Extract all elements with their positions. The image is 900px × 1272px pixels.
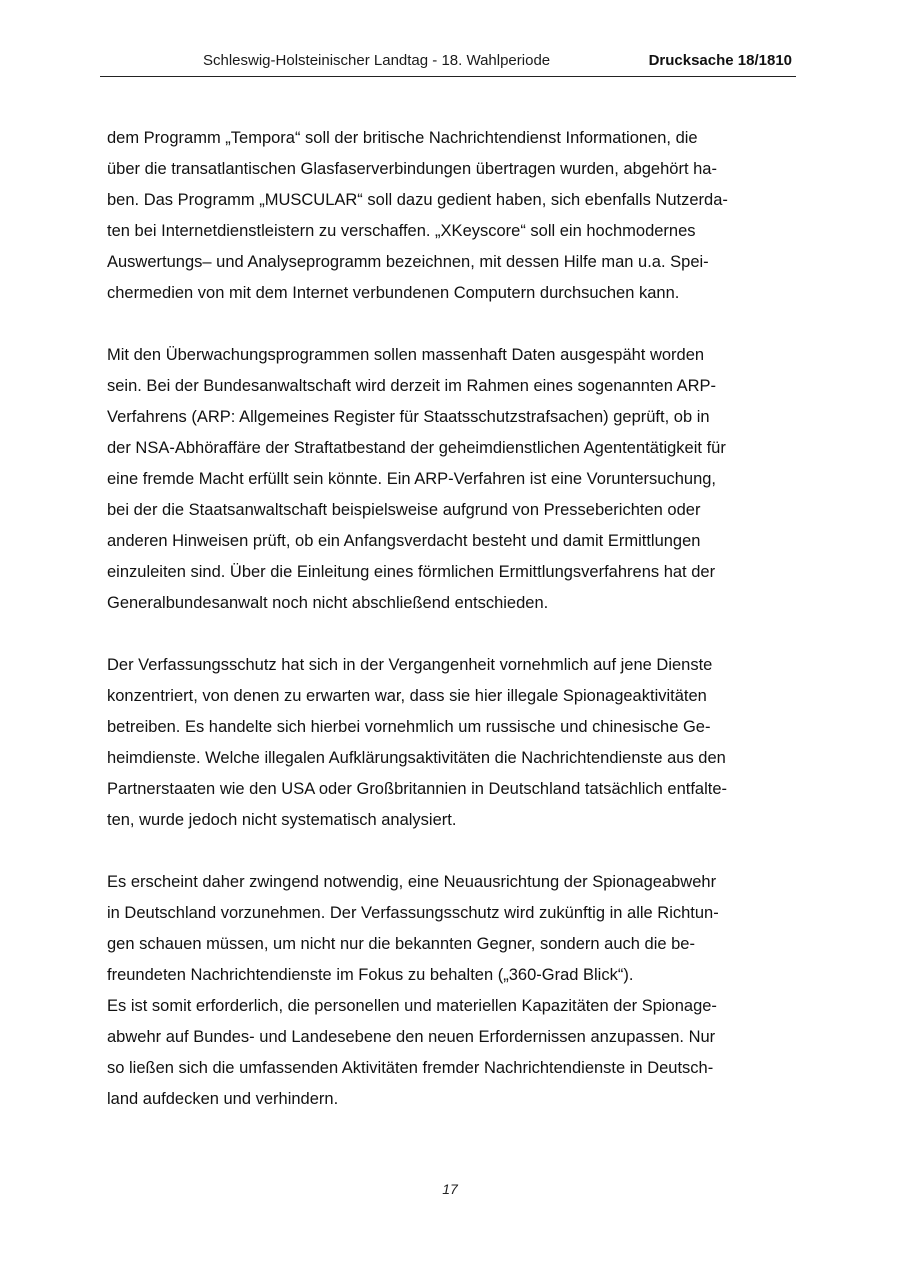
text-line: ten, wurde jedoch nicht systematisch analysiert. (107, 811, 457, 829)
text-line: sein. Bei der Bundesanwaltschaft wird derzeit im Rahmen eines sogenannten ARP- (107, 377, 717, 395)
text-line: dem Programm „Tempora“ soll der britische Nachrichtendienst Informationen, die (107, 129, 698, 147)
paragraph (107, 123, 797, 309)
text-line: Der Verfassungsschutz hat sich in der Vergangenheit vornehmlich auf jene Dienste (107, 656, 713, 674)
text-line: Verfahrens (ARP: Allgemeines Register für Staatsschutzstrafsachen) geprüft, ob in (107, 408, 710, 426)
paragraph (107, 340, 797, 619)
text-line: freundeten Nachrichtendienste im Fokus zu behalten („360-Grad Blick“). (107, 966, 634, 984)
text-line: über die transatlantischen Glasfaserverbindungen übertragen wurden, abgehört ha- (107, 160, 717, 178)
paragraph-spacer (107, 619, 797, 650)
text-line: ben. Das Programm „MUSCULAR“ soll dazu gedient haben, sich ebenfalls Nutzerda- (107, 191, 728, 209)
paragraph-spacer (107, 309, 797, 340)
document-body (107, 123, 797, 1115)
text-line: Es erscheint daher zwingend notwendig, eine Neuausrichtung der Spionageabwehr (107, 873, 717, 891)
text-line: bei der die Staatsanwaltschaft beispielsweise aufgrund von Presseberichten oder (107, 501, 701, 519)
text-line: konzentriert, von denen zu erwarten war, dass sie hier illegale Spionageaktivitäten (107, 687, 707, 705)
text-line: eine fremde Macht erfüllt sein könnte. Ein ARP-Verfahren ist eine Voruntersuchung, (107, 470, 717, 488)
text-line: einzuleiten sind. Über die Einleitung eines förmlichen Ermittlungsverfahrens hat der (107, 563, 716, 581)
header-title: Schleswig-Holsteinischer Landtag - 18. Wahlperiode (203, 52, 551, 69)
text-line: abwehr auf Bundes- und Landesebene den neuen Erfordernissen anzupassen. Nur (107, 1028, 716, 1046)
text-line: anderen Hinweisen prüft, ob ein Anfangsverdacht besteht und damit Ermittlungen (107, 532, 701, 550)
document-number: Drucksache 18/1810 (648, 52, 792, 69)
text-line: in Deutschland vorzunehmen. Der Verfassungsschutz wird zukünftig in alle Richtun- (107, 904, 719, 922)
text-line: betreiben. Es handelte sich hierbei vornehmlich um russische und chinesische Ge- (107, 718, 711, 736)
paragraph (107, 867, 797, 1115)
page-number: 17 (442, 1181, 458, 1197)
text-line: Partnerstaaten wie den USA oder Großbritannien in Deutschland tatsächlich entfalte- (107, 780, 728, 798)
paragraph (107, 650, 797, 836)
text-line: der NSA-Abhöraffäre der Straftatbestand der geheimdienstlichen Agententätigkeit für (107, 439, 726, 457)
text-line: land aufdecken und verhindern. (107, 1090, 339, 1108)
text-line: heimdienste. Welche illegalen Aufklärungsaktivitäten die Nachrichtendienste aus den (107, 749, 726, 767)
page-header (100, 50, 796, 77)
paragraph-spacer (107, 836, 797, 867)
text-line: Es ist somit erforderlich, die personellen und materiellen Kapazitäten der Spionage- (107, 997, 717, 1015)
text-line: ten bei Internetdienstleistern zu verschaffen. „XKeyscore“ soll ein hochmodernes (107, 222, 696, 240)
text-line: Generalbundesanwalt noch nicht abschließend entschieden. (107, 594, 549, 612)
text-line: Auswertungs– und Analyseprogramm bezeichnen, mit dessen Hilfe man u.a. Spei- (107, 253, 709, 271)
text-line: gen schauen müssen, um nicht nur die bekannten Gegner, sondern auch die be- (107, 935, 695, 953)
text-line: so ließen sich die umfassenden Aktivitäten fremder Nachrichtendienste in Deutsch- (107, 1059, 714, 1077)
text-line: chermedien von mit dem Internet verbundenen Computern durchsuchen kann. (107, 284, 680, 302)
text-line: Mit den Überwachungsprogrammen sollen massenhaft Daten ausgespäht worden (107, 346, 705, 364)
